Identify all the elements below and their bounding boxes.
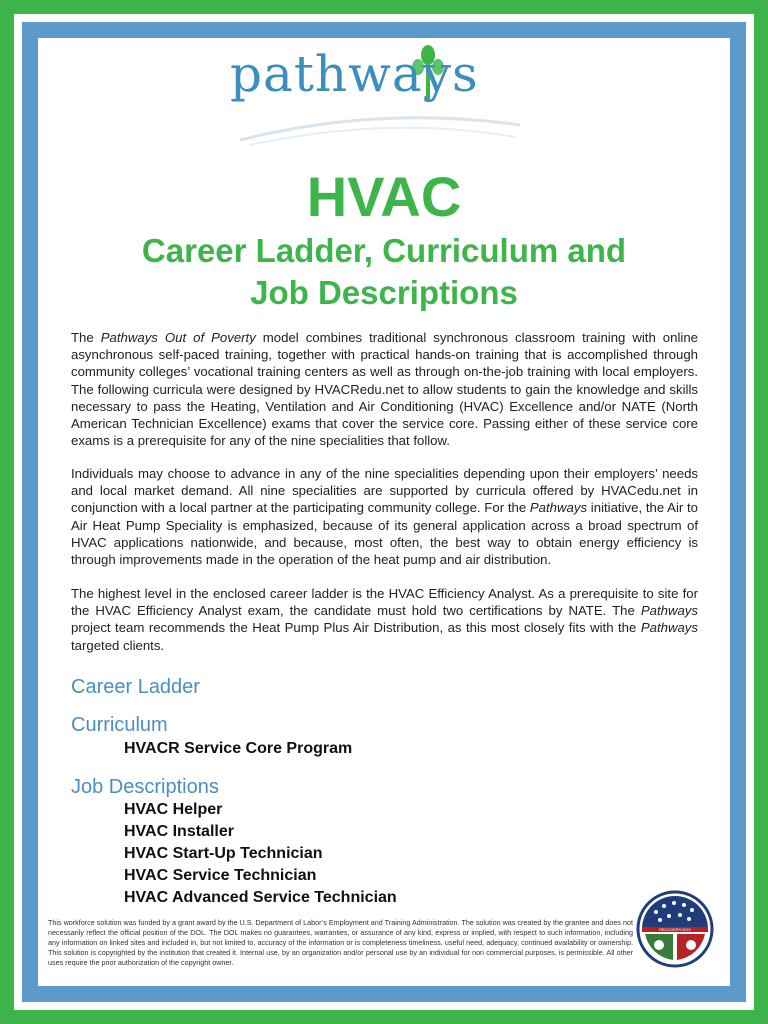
job-descriptions-heading: Job Descriptions: [71, 776, 219, 798]
recovery-seal-icon: [636, 890, 714, 968]
seal-text: RECOVERY.GOV: [659, 927, 691, 932]
curriculum-item-service-core[interactable]: HVACR Service Core Program: [124, 740, 353, 757]
job-item-advanced-service-technician[interactable]: HVAC Advanced Service Technician: [124, 889, 397, 906]
p1-emphasis: Pathways Out of Poverty: [100, 330, 256, 345]
page-subtitle: [0, 230, 768, 314]
p3-text-a: The highest level in the enclosed career ladder is the HVAC Efficiency Analyst. As a prerequisite to site for the HVAC Efficiency Analyst exam, the candidate must hold two certifications by NATE. The: [71, 586, 698, 619]
job-item-service-technician[interactable]: HVAC Service Technician: [124, 867, 317, 884]
intro-paragraph: [71, 329, 698, 449]
career-ladder-link[interactable]: Career Ladder: [71, 676, 200, 698]
career-ladder-paragraph: [71, 585, 698, 654]
p1-text-a: The: [71, 330, 101, 345]
job-item-installer[interactable]: HVAC Installer: [124, 823, 234, 840]
p3-text-c: targeted clients.: [71, 637, 165, 653]
p3-text-b: project team recommends the Heat Pump Plus Air Distribution, as this most closely fits with the: [71, 620, 641, 636]
job-item-startup-technician[interactable]: HVAC Start-Up Technician: [124, 845, 323, 862]
p2-text-b: initiative, the Air to Air Heat Pump Speciality is emphasized, because of its general application across a broad spectrum of HVAC applications nationwide, and because, most often, the best way to obtain energy efficiency is through improvements made in the operation of the heat pump and air distribution.: [71, 500, 699, 568]
subtitle-line-2: Job Descriptions: [250, 274, 518, 311]
job-item-helper[interactable]: HVAC Helper: [124, 801, 223, 818]
p2-emphasis: Pathways: [529, 500, 588, 516]
funding-disclaimer: This workforce solution was funded by a grant award by the U.S. Department of Labor’s Employment and Training Administration. The solution was created by the grantee and does not necessarily reflect the official position of the DOL. The DOL makes no guarantees, warranties, or assurance of any kind, express or implied, with respect to such information, including any information on linked sites and included in, but not limited to, accuracy of the information or is completeness timeliness, useful need, adequacy, continued availability or ownership. This solution is copyrighted by the institution that created it. Internal use, by an organization and/or personal use by an individual for non commercial purposes, is permissible. All other uses require the prior authorization of the copyright owner.: [48, 918, 633, 967]
curriculum-heading: Curriculum: [71, 714, 168, 736]
p2-text-a: Individuals may choose to advance in any of the nine specialities depending upon their employers’ needs and local market demand. All nine specialities are supported by curricula offered by HVACedu.net in conjunction with a local partner at the participating community college. For the: [71, 466, 698, 516]
p1-text-b: model combines traditional synchronous classroom training with online asynchronous self-paced training, together with practical hands-on training that is accomplished through community colleges’ vocational training centers as well as through on-the-job training with local employers. The following curricula were designed by HVACRedu.net to allow students to gain the knowledge and skills necessary to pass the Heating, Ventilation and Air Conditioning (HVAC) Excellence and/or NATE (North American Technician Excellence) exams that cover the service core. Passing either of these service core exams is a prerequisite for any of the nine specialities that follow.: [71, 330, 698, 449]
p3-emphasis-2: Pathways: [640, 620, 698, 636]
subtitle-line-1: Career Ladder, Curriculum and: [141, 232, 627, 269]
page-title: HVAC: [306, 165, 462, 228]
logo-text: pathways: [230, 45, 479, 103]
specialities-paragraph: [71, 465, 698, 568]
pathways-logo: [230, 45, 530, 165]
p3-emphasis-1: Pathways: [640, 603, 698, 619]
